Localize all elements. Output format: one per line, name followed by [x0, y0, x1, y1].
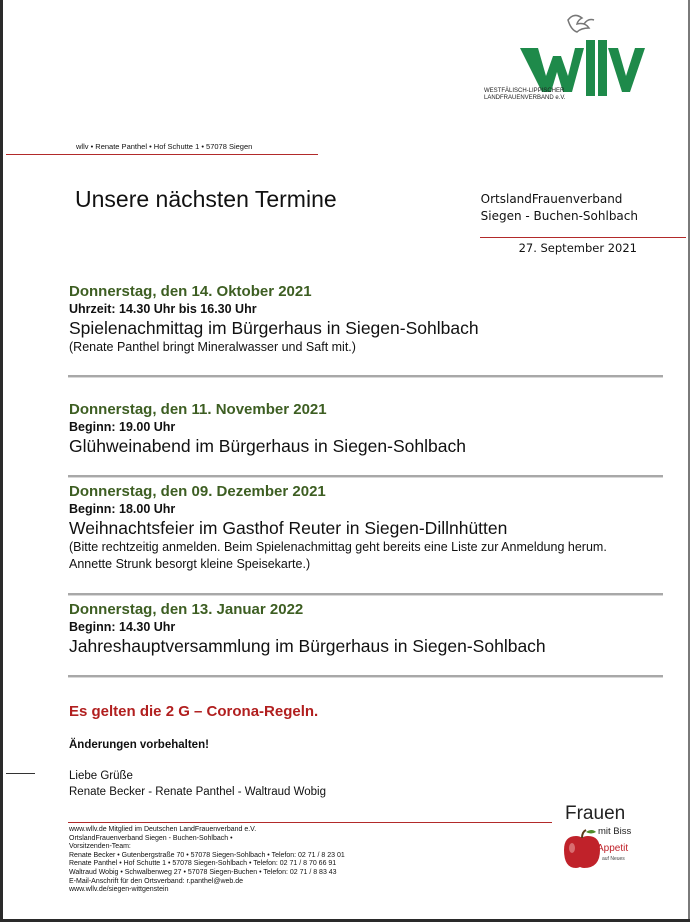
event-date: Donnerstag, den 11. November 2021	[69, 401, 327, 418]
footer-line: www.wllv.de/siegen-wittgenstein	[69, 886, 169, 894]
org-divider	[480, 237, 686, 238]
event-title: Weihnachtsfeier im Gasthof Reuter in Siegen-Dillnhütten	[69, 518, 508, 538]
footer-line: Renate Panthel • Hof Schutte 1 • 57078 Siegen-Sohlbach • Telefon: 02 71 / 8 70 66 91	[69, 860, 337, 868]
event-title: Spielenachmittag im Bürgerhaus in Siegen-Sohlbach	[69, 318, 479, 338]
footer-line: E-Mail-Anschrift für den Ortsverband: r.panthel@web.de	[69, 877, 244, 885]
event-title: Glühweinabend im Bürgerhaus in Siegen-Sohlbach	[69, 436, 466, 456]
event-note: Annette Strunk besorgt kleine Speisekarte.)	[69, 557, 311, 571]
signers: Renate Becker - Renate Panthel - Waltraud Wobig	[69, 786, 326, 798]
event-item	[69, 401, 466, 457]
changes-notice: Änderungen vorbehalten!	[69, 739, 209, 751]
event-item	[69, 483, 607, 573]
event-date: Donnerstag, den 09. Dezember 2021	[69, 483, 326, 500]
event-title: Jahreshauptversammlung im Bürgerhaus in Siegen-Sohlbach	[69, 636, 546, 656]
event-note: (Renate Panthel bringt Mineralwasser und Saft mit.)	[69, 340, 356, 354]
footer-line: Renate Becker • Gutenbergstraße 70 • 57078 Siegen-Sohlbach • Telefon: 02 71 / 8 23 01	[69, 851, 345, 859]
organization	[481, 191, 638, 225]
event-separator	[68, 675, 663, 678]
event-time: Beginn: 19.00 Uhr	[69, 420, 176, 434]
event-separator	[68, 475, 663, 478]
event-date: Donnerstag, den 14. Oktober 2021	[69, 283, 312, 300]
footer-line: www.wllv.de Mitglied im Deutschen LandFrauenverband e.V.	[69, 826, 257, 833]
page-title: Unsere nächsten Termine	[75, 186, 337, 212]
sender-address: wllv • Renate Panthel • Hof Schutte 1 • 57078 Siegen	[76, 142, 253, 151]
greeting-block	[69, 768, 326, 800]
event-separator	[68, 593, 663, 596]
page-border-left	[0, 0, 3, 922]
fold-mark	[6, 773, 35, 774]
event-time: Beginn: 18.00 Uhr	[69, 502, 176, 516]
letter-date: 27. September 2021	[518, 241, 637, 255]
frauen-logo-appetit: Appetit	[597, 843, 629, 854]
event-note: (Bitte rechtzeitig anmelden. Beim Spielenachmittag geht bereits eine Liste zur Anmeldung herum.	[69, 540, 607, 554]
footer-line: OrtslandFrauenverband Siegen - Buchen-Sohlbach •	[69, 834, 233, 842]
event-time: Uhrzeit: 14.30 Uhr bis 16.30 Uhr	[69, 302, 257, 316]
event-separator	[68, 375, 663, 378]
corona-notice: Es gelten die 2 G – Corona-Regeln.	[69, 703, 319, 720]
footer-line: Waltraud Wobig • Schwalbenweg 27 • 57078 Siegen-Buchen • Telefon: 02 71 / 8 83 43	[69, 868, 337, 876]
footer-divider	[68, 822, 552, 823]
event-item	[69, 283, 479, 356]
frauen-logo-text: Frauen	[565, 803, 626, 824]
sender-divider	[6, 154, 318, 155]
event-item	[69, 601, 546, 657]
frauen-logo-biss: mit Biss	[598, 826, 632, 837]
greeting: Liebe Grüße	[69, 770, 133, 782]
frauen-logo-neues: auf Neues	[602, 856, 625, 862]
event-date: Donnerstag, den 13. Januar 2022	[69, 601, 304, 618]
logo-name-line1: WESTFÄLISCH-LIPPISCHER	[484, 88, 565, 94]
logo-name-line2: LANDFRAUENVERBAND e.V.	[484, 95, 566, 101]
org-line2: Siegen - Buchen-Sohlbach	[480, 209, 638, 223]
org-line1: OrtslandFrauenverband	[480, 192, 623, 206]
wllv-logo	[480, 10, 650, 110]
footer-line: Vorsitzenden-Team:	[69, 843, 131, 851]
event-time: Beginn: 14.30 Uhr	[69, 620, 176, 634]
footer-block	[69, 826, 345, 895]
